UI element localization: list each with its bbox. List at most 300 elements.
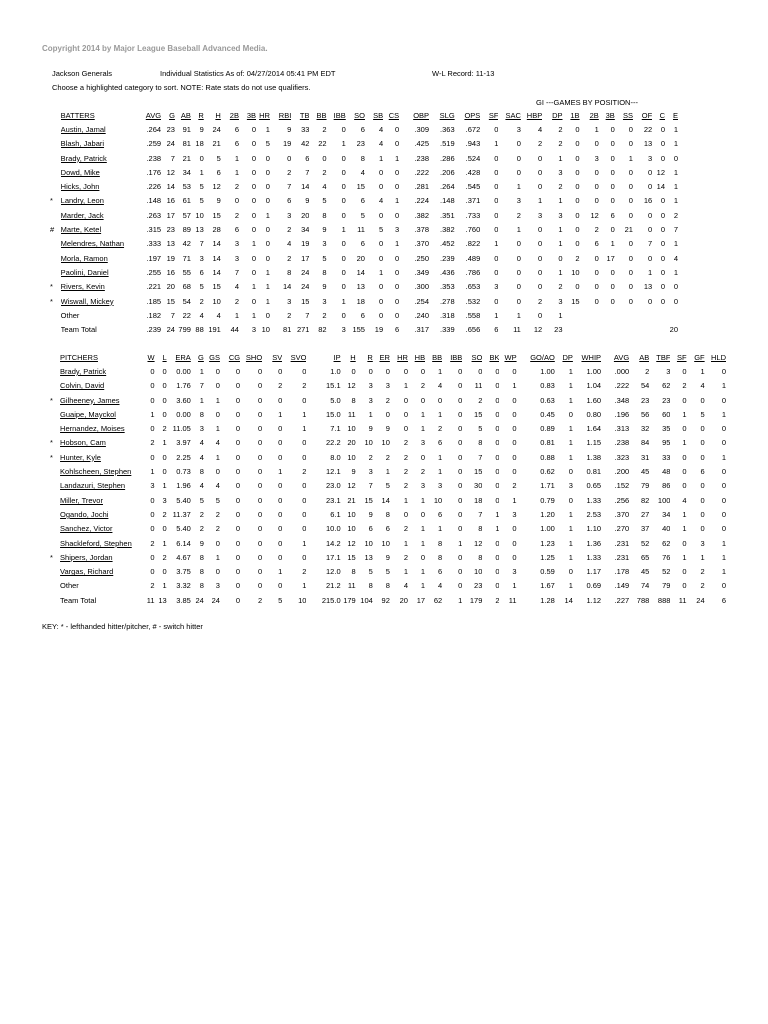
player-name-link[interactable]: Shackleford, Stephen: [60, 538, 132, 548]
stat-2b: 0: [234, 196, 239, 206]
sort-header-sb[interactable]: SB: [373, 110, 384, 120]
stat-c: 0: [660, 282, 665, 292]
stat-sho: 0: [258, 581, 263, 591]
player-mark: *: [50, 438, 53, 448]
stat-c: 0: [660, 267, 665, 277]
player-mark: [50, 479, 60, 493]
player-name-link[interactable]: Hunter, Kyle: [60, 452, 101, 462]
stat-hr: 0: [265, 153, 270, 163]
player-name-cell: [61, 122, 138, 136]
stat-ab: 45: [640, 567, 650, 577]
stat-wp: 0: [512, 438, 517, 448]
player-name-link[interactable]: Morla, Ramon: [60, 253, 108, 263]
player-mark: [50, 522, 60, 536]
stat-tb: 14: [301, 182, 310, 192]
player-name-link[interactable]: Austin, Jamal: [60, 124, 106, 134]
stat-r: 7: [199, 239, 204, 249]
sort-header-ops[interactable]: OPS: [464, 110, 481, 120]
sort-header-sf[interactable]: SF: [488, 110, 499, 120]
sort-header-rbi[interactable]: RBI: [278, 110, 292, 120]
stat-svo: 2: [302, 381, 307, 391]
stat-gs: 0: [215, 567, 220, 577]
sort-header-bb[interactable]: BB: [432, 352, 443, 362]
stat-gf: 0: [700, 438, 705, 448]
sort-header-bk[interactable]: BK: [489, 352, 500, 362]
stat-3b: 1: [251, 239, 257, 249]
stat-sac: 0: [516, 139, 521, 149]
stat-gf: 5: [700, 409, 705, 419]
stat-hb: 1: [420, 409, 426, 419]
stat-avg: .270: [614, 524, 630, 534]
stat-gf: 1: [700, 366, 705, 376]
stat-sb: 0: [378, 296, 384, 306]
sort-header-ibb[interactable]: IBB: [333, 110, 346, 120]
stat-tbf: 62: [662, 381, 671, 391]
player-name-link[interactable]: Marte, Ketel: [60, 225, 102, 235]
sort-header-l[interactable]: L: [162, 352, 167, 362]
stat-ops: .524: [465, 153, 481, 163]
stat-1b: 2: [575, 253, 580, 263]
sort-header-hbp[interactable]: HBP: [526, 110, 543, 120]
player-row: [50, 507, 726, 521]
stat-tb: 7: [305, 310, 310, 320]
stat-avg: .259: [146, 139, 162, 149]
sort-header-r[interactable]: R: [367, 352, 373, 362]
stat-hb: 0: [420, 366, 426, 376]
stat-cg: 0: [235, 552, 241, 562]
stat-hr: 0: [403, 395, 408, 405]
stat-bk: 0: [495, 495, 500, 505]
stat-ss: 0: [628, 196, 633, 206]
sort-header-hb[interactable]: HB: [414, 352, 426, 362]
stat-e: 1: [673, 167, 678, 177]
stat-so: 14: [356, 267, 365, 277]
stat-3b: 0: [251, 139, 257, 149]
stat-bb: 4: [438, 581, 443, 591]
stat-cg: 0: [235, 509, 241, 519]
stat-hld: 0: [721, 438, 726, 448]
sort-header-3b[interactable]: 3B: [605, 110, 615, 120]
stat-g: 1: [199, 395, 204, 405]
stat-hld: 1: [721, 552, 726, 562]
stat-gf: 24: [696, 595, 705, 605]
sort-header-g[interactable]: G: [198, 352, 204, 362]
stat-bb: 0: [322, 153, 327, 163]
stat-ip: 8.0: [330, 452, 341, 462]
player-name-link[interactable]: Melendres, Nathan: [60, 239, 125, 249]
sort-header-e[interactable]: E: [672, 110, 678, 120]
stat-slg: .239: [440, 253, 455, 263]
stat-wp: 0: [512, 409, 517, 419]
sort-header-svo[interactable]: SVO: [290, 352, 307, 362]
sort-header-h[interactable]: H: [350, 352, 356, 362]
stat-e: 2: [673, 210, 678, 220]
sort-header-dp[interactable]: DP: [552, 110, 563, 120]
stat-1b: [563, 322, 580, 336]
stat-c: 0: [660, 225, 665, 235]
sort-header-hr[interactable]: HR: [397, 352, 408, 362]
stat-w: 0: [150, 524, 155, 534]
player-name-link[interactable]: Colvin, David: [60, 381, 105, 391]
stat-tbf: 3: [666, 366, 671, 376]
stat-sb: 4: [378, 196, 384, 206]
player-mark: [50, 165, 61, 179]
stat-go-ao: 0.63: [540, 395, 555, 405]
stat-3b: 0: [251, 267, 257, 277]
stat-3b: [599, 308, 615, 322]
stat-hld: 0: [721, 581, 726, 591]
stat-go-ao: 1.25: [540, 552, 555, 562]
stat-hr: 0: [265, 196, 270, 206]
stat-ibb: 0: [458, 452, 463, 462]
stat-gs: 0: [215, 381, 220, 391]
stat-bb: 22: [318, 139, 327, 149]
stat-era: 0.00: [176, 366, 191, 376]
stat-era: 1.76: [176, 381, 191, 391]
stat-bb: 2: [438, 424, 443, 434]
sort-header-dp[interactable]: DP: [562, 352, 573, 362]
stat-2b: 0: [594, 296, 599, 306]
stat-c: [652, 322, 665, 336]
player-row: [50, 208, 678, 222]
sort-header-so[interactable]: SO: [354, 110, 365, 120]
stat-rbi: 81: [282, 325, 292, 335]
stat-wp: 0: [512, 552, 517, 562]
sort-header-g[interactable]: G: [169, 110, 175, 120]
sort-header-h[interactable]: H: [215, 110, 221, 120]
sort-header-ss[interactable]: SS: [622, 110, 633, 120]
sort-header-cg[interactable]: CG: [228, 352, 241, 362]
stat-ibb: 0: [458, 395, 463, 405]
stat-sf: 0: [682, 581, 687, 591]
sort-header-obp[interactable]: OBP: [413, 110, 430, 120]
stat-sb: 0: [378, 167, 384, 177]
stat-r: 10: [364, 438, 373, 448]
stat-e: 20: [669, 325, 678, 335]
stat-cs: 0: [394, 253, 400, 263]
stat-obp: .370: [414, 239, 430, 249]
stat-g: 4: [199, 452, 204, 462]
sort-header-cs[interactable]: CS: [388, 110, 400, 120]
stat-tbf: 33: [662, 452, 671, 462]
stat-l: 2: [162, 552, 167, 562]
stat-l: 2: [162, 424, 167, 434]
stat-r: 13: [364, 552, 373, 562]
sort-header-2b[interactable]: 2B: [229, 110, 239, 120]
stat-avg: .226: [146, 182, 162, 192]
sort-header-hr[interactable]: HR: [259, 110, 270, 120]
player-name-cell: [61, 137, 138, 151]
stat-svo: 2: [302, 467, 307, 477]
stat-avg: .231: [614, 538, 630, 548]
sort-header-pitchers[interactable]: PITCHERS: [60, 352, 98, 362]
stat-3b: 0: [610, 182, 615, 192]
player-name-link[interactable]: Miller, Trevor: [60, 495, 103, 505]
sort-header-bb[interactable]: BB: [316, 110, 327, 120]
stat-sac: 0: [516, 296, 521, 306]
sort-header-sac[interactable]: SAC: [505, 110, 521, 120]
stat-ip: 7.1: [330, 424, 341, 434]
stat-whip: 0.69: [586, 581, 602, 591]
stat-whip: 1.60: [586, 395, 602, 405]
stat-hr: 2: [403, 481, 408, 491]
stat-h: 10: [347, 509, 356, 519]
stat-cg: 0: [235, 409, 241, 419]
player-name-cell: [61, 194, 138, 208]
stat-so: 179: [469, 595, 483, 605]
stat-hbp: 0: [538, 225, 543, 235]
stat-er: 6: [385, 524, 390, 534]
sort-header-sv[interactable]: SV: [272, 352, 283, 362]
stat-ab: 32: [640, 424, 650, 434]
stat-tbf: 60: [662, 409, 671, 419]
stat-go-ao: 1.23: [540, 538, 555, 548]
stat-ab: 68: [182, 282, 191, 292]
player-name-link[interactable]: Rivers, Kevin: [60, 282, 105, 292]
sort-header-sf[interactable]: SF: [676, 352, 687, 362]
stat-g: 23: [166, 124, 175, 134]
stat-sac: 2: [516, 210, 521, 220]
sort-header-batters[interactable]: BATTERS: [60, 110, 95, 120]
stat-rbi: 0: [287, 153, 292, 163]
stat-slg: .519: [440, 139, 455, 149]
sort-header-w[interactable]: W: [147, 352, 155, 362]
stat-2b: 6: [234, 124, 239, 134]
stat-g: 8: [199, 567, 204, 577]
stat-hb: 1: [420, 538, 426, 548]
player-name-link[interactable]: Sanchez, Victor: [60, 524, 113, 534]
sort-header-wp[interactable]: WP: [504, 352, 517, 362]
player-name-link[interactable]: Wiswall, Mickey: [60, 296, 114, 306]
summary-row: [50, 322, 678, 336]
player-mark: [50, 237, 61, 251]
sort-header-ip[interactable]: IP: [333, 352, 341, 362]
sort-header-avg[interactable]: AVG: [613, 352, 630, 362]
stat-hr: 20: [399, 595, 408, 605]
sort-header-c[interactable]: C: [659, 110, 665, 120]
player-name-cell: [61, 251, 138, 265]
stat-tb: 24: [301, 267, 310, 277]
stat-e: [665, 308, 678, 322]
stat-sf: 11: [678, 595, 687, 605]
stat-ibb: 0: [341, 124, 346, 134]
stat-l: 0: [162, 381, 167, 391]
stat-hb: 3: [420, 481, 426, 491]
stat-cs: 1: [394, 196, 400, 206]
stat-sf: 0: [494, 124, 499, 134]
stat-go-ao: 0.45: [540, 409, 555, 419]
stat-sf: 0: [494, 210, 499, 220]
stat-hld: 0: [721, 467, 726, 477]
sort-header-era[interactable]: ERA: [175, 352, 191, 362]
player-name-link[interactable]: Landry, Leon: [60, 196, 104, 206]
stat-sv: 0: [278, 452, 283, 462]
sort-header-3b[interactable]: 3B: [246, 110, 257, 120]
stat-er: 9: [385, 552, 390, 562]
sort-header-gf[interactable]: GF: [694, 352, 705, 362]
stat-sf: 0: [682, 452, 687, 462]
stat-dp: 1: [558, 196, 563, 206]
player-name-link[interactable]: Guaipe, Mayckol: [60, 409, 116, 419]
sort-header-slg[interactable]: SLG: [439, 110, 455, 120]
stat-l: 2: [162, 509, 167, 519]
stat-sv: 5: [278, 595, 283, 605]
stat-h: 14: [212, 239, 221, 249]
player-name-link[interactable]: Hobson, Cam: [60, 438, 106, 448]
player-name-cell: [60, 379, 142, 393]
player-name-link[interactable]: Hernandez, Moises: [60, 424, 125, 434]
stat-sb: 4: [378, 124, 384, 134]
sort-header-tbf[interactable]: TBF: [656, 352, 671, 362]
player-name-link[interactable]: Marder, Jack: [60, 210, 104, 220]
stat-cs: 0: [394, 282, 400, 292]
stat-rbi: 2: [287, 310, 292, 320]
stat-w: 0: [150, 452, 155, 462]
stat-go-ao: 1.67: [540, 581, 555, 591]
stat-whip: 1.64: [586, 424, 602, 434]
stat-svo: 1: [302, 538, 307, 548]
player-name-link[interactable]: Brady, Patrick: [60, 153, 107, 163]
stat-so: 12: [474, 538, 483, 548]
sort-header-tb[interactable]: TB: [299, 110, 310, 120]
stat-gf: 0: [700, 481, 705, 491]
sort-header-go-ao[interactable]: GO/AO: [530, 352, 555, 362]
sort-header-2b[interactable]: 2B: [589, 110, 599, 120]
sort-header-ab[interactable]: AB: [639, 352, 650, 362]
sort-header-ab[interactable]: AB: [180, 110, 191, 120]
stat-3b: 0: [610, 167, 615, 177]
stat-hbp: 0: [538, 239, 543, 249]
player-name-link[interactable]: Ogando, Jochi: [60, 509, 109, 519]
player-row: [50, 550, 726, 564]
player-name-link[interactable]: Brady, Patrick: [60, 366, 107, 376]
stat-cs: 1: [394, 153, 400, 163]
stat-h: 5: [216, 153, 221, 163]
stat-era: 3.85: [176, 595, 191, 605]
stat-3b: 0: [251, 153, 257, 163]
stat-c: 0: [660, 253, 665, 263]
sort-header-gs[interactable]: GS: [209, 352, 220, 362]
sort-header-er[interactable]: ER: [379, 352, 390, 362]
stat-dp: 1: [558, 310, 563, 320]
stat-sf: 4: [682, 495, 687, 505]
stat-sf: 1: [494, 139, 499, 149]
stat-hld: 0: [721, 424, 726, 434]
stat-3b: 0: [251, 182, 257, 192]
player-name-link[interactable]: Blash, Jabari: [60, 139, 105, 149]
stat-3b: 6: [610, 210, 615, 220]
stat-go-ao: 1.71: [540, 481, 555, 491]
stat-2b: 3: [234, 253, 239, 263]
stat-r: 1: [368, 409, 373, 419]
stat-gs: 24: [211, 595, 220, 605]
stat-rbi: 4: [287, 239, 292, 249]
sort-header-r[interactable]: R: [198, 110, 204, 120]
stat-so: 7: [478, 509, 483, 519]
stat-tbf: 52: [662, 567, 671, 577]
stat-2b: 1: [234, 153, 239, 163]
player-name-link[interactable]: Hicks, John: [60, 182, 100, 192]
player-name-link[interactable]: Shipers, Jordan: [60, 552, 113, 562]
player-name-link[interactable]: Vargas, Richard: [60, 567, 114, 577]
stat-avg: .370: [614, 509, 630, 519]
stat-era: 11.05: [172, 424, 191, 434]
stat-l: 1: [162, 581, 167, 591]
player-mark: #: [50, 225, 55, 235]
stat-1b: 0: [575, 167, 580, 177]
player-name-link[interactable]: Gilheeney, James: [60, 395, 120, 405]
stat-er: 2: [385, 452, 390, 462]
stat-w: 3: [150, 481, 155, 491]
stat-sho: 0: [258, 509, 263, 519]
stat-sho: 0: [258, 409, 263, 419]
stat-bb: 2: [322, 167, 327, 177]
stat-gs: 1: [215, 452, 220, 462]
stat-l: 13: [158, 595, 167, 605]
player-name-link[interactable]: Paolini, Daniel: [60, 267, 109, 277]
stat-sb: 4: [378, 139, 384, 149]
stat-whip: 0.65: [586, 481, 602, 491]
stat-dp: 1: [558, 239, 563, 249]
sort-header-whip[interactable]: WHIP: [581, 352, 602, 362]
player-name-link[interactable]: Landazuri, Stephen: [60, 481, 126, 491]
win-loss-record: W-L Record: 11-13: [432, 69, 495, 78]
stat-er: 1: [385, 467, 390, 477]
stat-3b: 0: [251, 253, 257, 263]
stat-sho: 2: [258, 595, 263, 605]
sort-header-sho[interactable]: SHO: [245, 352, 263, 362]
stat-h: 9: [351, 467, 356, 477]
stat-3b: 0: [251, 210, 257, 220]
stat-er: 5: [385, 481, 390, 491]
stat-g: 7: [170, 310, 175, 320]
sort-header-of[interactable]: OF: [641, 110, 653, 120]
player-name-link[interactable]: Kohlscheen, Stephen: [60, 467, 132, 477]
stat-tb: 7: [305, 167, 310, 177]
stat-obp: .240: [414, 310, 430, 320]
player-mark: [50, 137, 61, 151]
stat-rbi: 6: [287, 196, 292, 206]
stat-slg: .452: [440, 239, 455, 249]
row-label: Team Total: [60, 595, 97, 605]
stat-gs: 0: [215, 366, 220, 376]
stat-cg: 0: [235, 452, 241, 462]
stat-w: 0: [150, 552, 155, 562]
stat-r: 7: [368, 481, 373, 491]
stat-cs: 6: [394, 325, 400, 335]
sort-header-hld[interactable]: HLD: [710, 352, 726, 362]
stat-g: 7: [199, 381, 204, 391]
stat-gf: 6: [700, 467, 705, 477]
stat-h: 12: [347, 381, 356, 391]
stat-sv: 1: [278, 409, 283, 419]
stat-ibb: 0: [458, 581, 463, 591]
stat-of: 13: [643, 139, 653, 149]
stat-sf: 1: [682, 409, 687, 419]
sort-header-ibb[interactable]: IBB: [450, 352, 463, 362]
sort-header-avg[interactable]: AVG: [145, 110, 162, 120]
player-name-link[interactable]: Dowd, Mike: [60, 167, 100, 177]
stat-ip: 5.0: [330, 395, 341, 405]
sort-header-1b[interactable]: 1B: [570, 110, 580, 120]
stat-era: 6.14: [176, 538, 191, 548]
stat-avg: .221: [146, 282, 162, 292]
stat-hb: 0: [420, 509, 426, 519]
sort-header-so[interactable]: SO: [471, 352, 483, 362]
stat-slg: .278: [440, 296, 455, 306]
stat-hbp: 0: [538, 253, 543, 263]
stat-r: 3: [368, 467, 373, 477]
